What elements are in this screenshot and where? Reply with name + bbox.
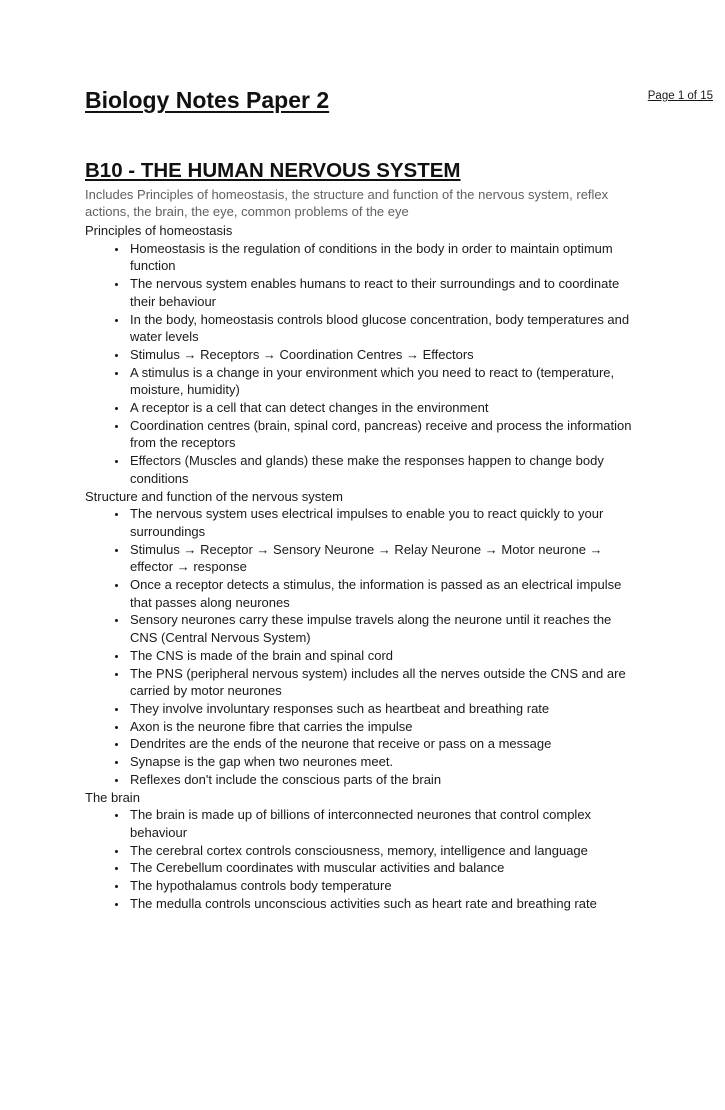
bullet-item: • Synapse is the gap when two neurones meet. [128, 753, 640, 771]
bullet-item: • Coordination centres (brain, spinal cord, pancreas) receive and process the information from the receptors [128, 417, 640, 452]
document-title: Biology Notes Paper 2 [85, 87, 330, 113]
bullet-item: • The brain is made up of billions of interconnected neurones that control complex behaviour [128, 806, 640, 841]
bullet-list [85, 240, 640, 488]
subsection-heading: Structure and function of the nervous system [85, 488, 343, 504]
bullet-item: • The nervous system uses electrical impulses to enable you to react quickly to your surroundings [128, 505, 640, 540]
bullet-item: • Sensory neurones carry these impulse travels along the neurone until it reaches the CNS (Central Nervous System) [128, 611, 640, 646]
bullet-list [85, 505, 640, 788]
bullet-item: • They involve involuntary responses such as heartbeat and breathing rate [128, 700, 640, 718]
bullet-item: • Axon is the neurone fibre that carries the impulse [128, 718, 640, 736]
bullet-item: • Reflexes don't include the conscious parts of the brain [128, 771, 640, 789]
chapter-subtitle: Includes Principles of homeostasis, the structure and function of the nervous system, reflex actions, the brain, the eye, common problems of the eye [85, 187, 609, 219]
bullet-item: • The medulla controls unconscious activities such as heart rate and breathing rate [128, 895, 640, 913]
subsection-heading: The brain [85, 789, 140, 805]
bullet-item: • Stimulus → Receptors → Coordination Centres → Effectors [128, 346, 640, 364]
subsection-heading: Principles of homeostasis [85, 223, 233, 238]
bullet-list [85, 806, 640, 912]
document-page [0, 86, 725, 1110]
notes-sections [85, 222, 640, 912]
bullet-item: • Dendrites are the ends of the neurone that receive or pass on a message [128, 735, 640, 753]
document-content [0, 86, 725, 912]
bullet-item: • In the body, homeostasis controls blood glucose concentration, body temperatures and water levels [128, 311, 640, 346]
bullet-item: • Stimulus → Receptor → Sensory Neurone → Relay Neurone → Motor neurone → effector → response [128, 541, 640, 576]
bullet-item: • The cerebral cortex controls consciousness, memory, intelligence and language [128, 842, 640, 860]
bullet-item: • The PNS (peripheral nervous system) includes all the nerves outside the CNS and are carried by motor neurones [128, 665, 640, 700]
bullet-item: • A receptor is a cell that can detect changes in the environment [128, 399, 640, 417]
bullet-item: • Effectors (Muscles and glands) these make the responses happen to change body conditions [128, 452, 640, 487]
bullet-item: • The nervous system enables humans to react to their surroundings and to coordinate their behaviour [128, 275, 640, 310]
bullet-item: • A stimulus is a change in your environment which you need to react to (temperature, moisture, humidity) [128, 364, 640, 399]
page-number: Page 1 of 15 [647, 90, 713, 102]
bullet-item: • Once a receptor detects a stimulus, the information is passed as an electrical impulse that passes along neurones [128, 576, 640, 611]
bullet-item: • The CNS is made of the brain and spinal cord [128, 647, 640, 665]
bullet-item: • The Cerebellum coordinates with muscular activities and balance [128, 859, 640, 877]
bullet-item: • Homeostasis is the regulation of conditions in the body in order to maintain optimum function [128, 240, 640, 275]
bullet-item: • The hypothalamus controls body temperature [128, 877, 640, 895]
chapter-heading: B10 - THE HUMAN NERVOUS SYSTEM [85, 159, 461, 182]
